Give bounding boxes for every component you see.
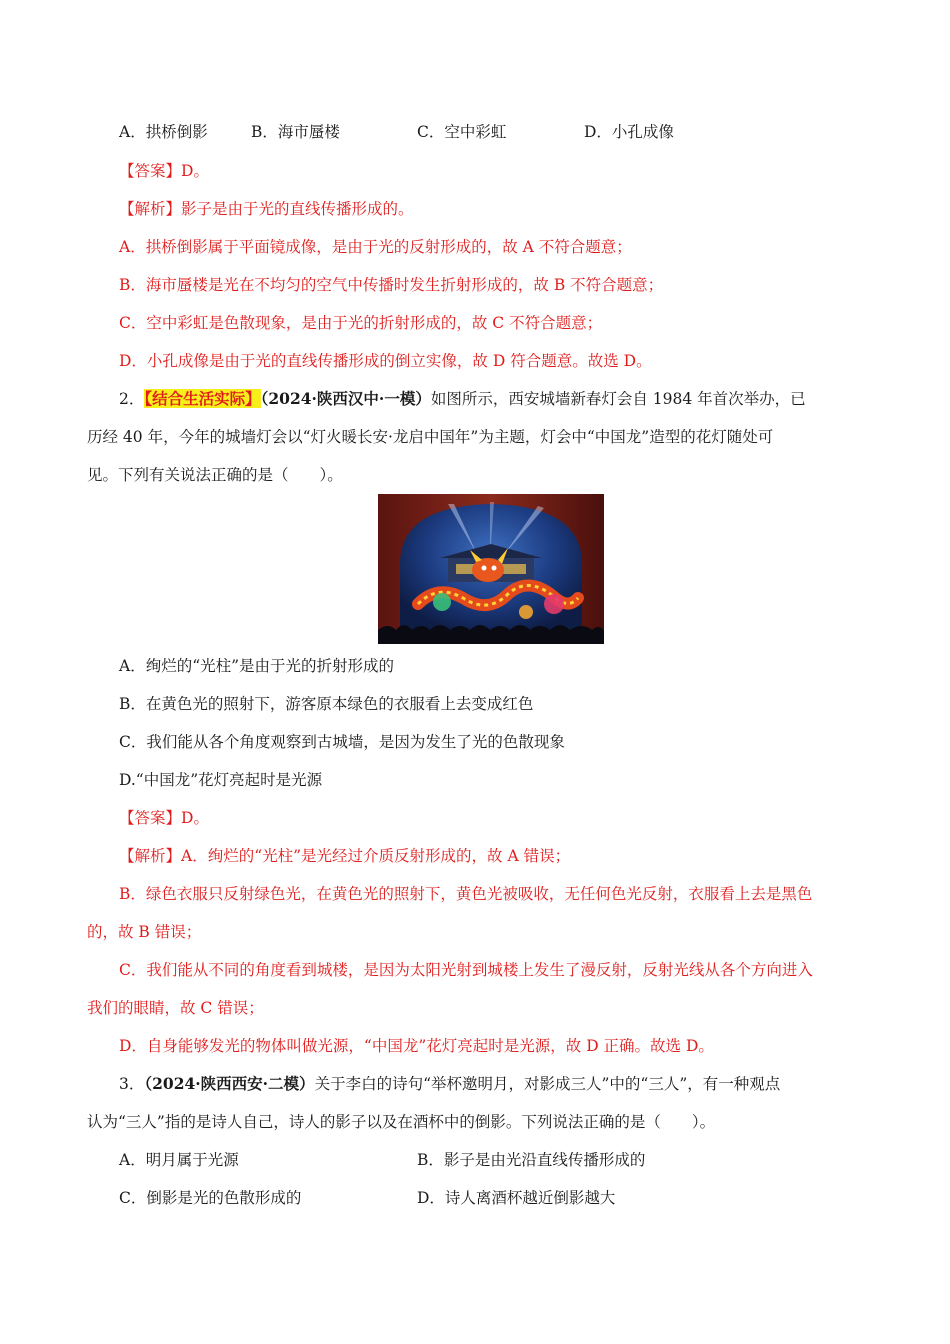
q1-answer — [119, 160, 209, 182]
q3-option-c: C．倒影是光的色散形成的 — [119, 1189, 302, 1207]
q1-analysis-lead — [119, 198, 414, 220]
analysis-tag: 【解析】 — [119, 847, 182, 865]
q1-option-c: C．空中彩虹 — [417, 123, 507, 141]
q2-option-d: D.“中国龙”花灯亮起时是光源 — [119, 771, 323, 789]
q3-option-d: D．诗人离酒杯越近倒影越大 — [417, 1189, 616, 1207]
q1-analysis-line: C．空中彩虹是色散现象，是由于光的折射形成的，故 C 不符合题意； — [119, 314, 603, 332]
q2-stem-text: 如图所示，西安城墙新春灯会自 1984 年首次举办，已 — [430, 390, 806, 408]
q1-option-b: B．海市蜃楼 — [251, 123, 340, 141]
q2-analysis-b-line-2: 的，故 B 错误； — [87, 923, 202, 941]
q2-option-b: B．在黄色光的照射下，游客原本绿色的衣服看上去变成红色 — [119, 695, 534, 713]
q1-analysis-line: B．海市蜃楼是光在不均匀的空气中传播时发生折射形成的，故 B 不符合题意； — [119, 276, 664, 294]
q2-stem-line-3: 见。下列有关说法正确的是（ ）。 — [87, 466, 343, 484]
q2-option-a: A．绚烂的“光柱”是由于光的折射形成的 — [119, 657, 395, 675]
q2-stem-line-2: 历经 40 年，今年的城墙灯会以“灯火暖长安·龙启中国年”为主题，灯会中“中国龙”造型的花灯随处可 — [87, 428, 774, 446]
q2-analysis-b-line-1: B．绿色衣服只反射绿色光，在黄色光的照射下，黄色光被吸收，无任何色光反射，衣服看上去是黑色 — [119, 885, 813, 903]
q1-option-a: A．拱桥倒影 — [119, 123, 208, 141]
q2-number: 2． — [119, 390, 145, 408]
q3-source: （2024·陕西西安·二模） — [144, 1074, 315, 1093]
q3-option-a: A．明月属于光源 — [119, 1151, 239, 1169]
q3-number: 3． — [119, 1075, 145, 1093]
q3-stem-text: 关于李白的诗句“举杯邀明月，对影成三人”中的“三人”，有一种观点 — [314, 1075, 781, 1093]
q1-analysis-line: A．拱桥倒影属于平面镜成像，是由于光的反射形成的，故 A 不符合题意； — [119, 238, 632, 256]
q2-stem-line-1 — [119, 388, 806, 410]
answer-tag: 【答案】 — [119, 809, 182, 827]
analysis-tag: 【解析】 — [119, 200, 182, 218]
q2-analysis-c-line-2: 我们的眼睛，故 C 错误； — [87, 999, 264, 1017]
answer-value: D。 — [181, 809, 209, 827]
q2-analysis-c-line-1: C．我们能从不同的角度看到城楼，是因为太阳光射到城楼上发生了漫反射，反射光线从各个方向进入 — [119, 961, 813, 979]
lantern-festival-photo — [378, 494, 604, 644]
analysis-a-text: A．绚烂的“光柱”是光经过介质反射形成的，故 A 错误； — [181, 847, 571, 865]
q3-stem-line-1 — [119, 1073, 780, 1095]
q1-option-d: D．小孔成像 — [584, 123, 674, 141]
q3-option-b: B．影子是由光沿直线传播形成的 — [417, 1151, 646, 1169]
q1-analysis-line: D．小孔成像是由于光的直线传播形成的倒立实像，故 D 符合题意。故选 D。 — [119, 352, 652, 370]
q2-source: （2024·陕西汉中·一模） — [260, 389, 431, 408]
q2-analysis-a — [119, 845, 570, 867]
q2-tag: 【结合生活实际】 — [144, 389, 261, 408]
q2-analysis-d: D．自身能够发光的物体叫做光源，“中国龙”花灯亮起时是光源，故 D 正确。故选 D。 — [119, 1037, 714, 1055]
q2-answer — [119, 807, 209, 829]
analysis-lead-text: 影子是由于光的直线传播形成的。 — [181, 200, 414, 218]
q2-option-c: C．我们能从各个角度观察到古城墙，是因为发生了光的色散现象 — [119, 733, 565, 751]
q3-stem-line-2: 认为“三人”指的是诗人自己，诗人的影子以及在酒杯中的倒影。下列说法正确的是（ ）。 — [87, 1113, 716, 1131]
answer-value: D。 — [181, 162, 209, 180]
answer-tag: 【答案】 — [119, 162, 182, 180]
